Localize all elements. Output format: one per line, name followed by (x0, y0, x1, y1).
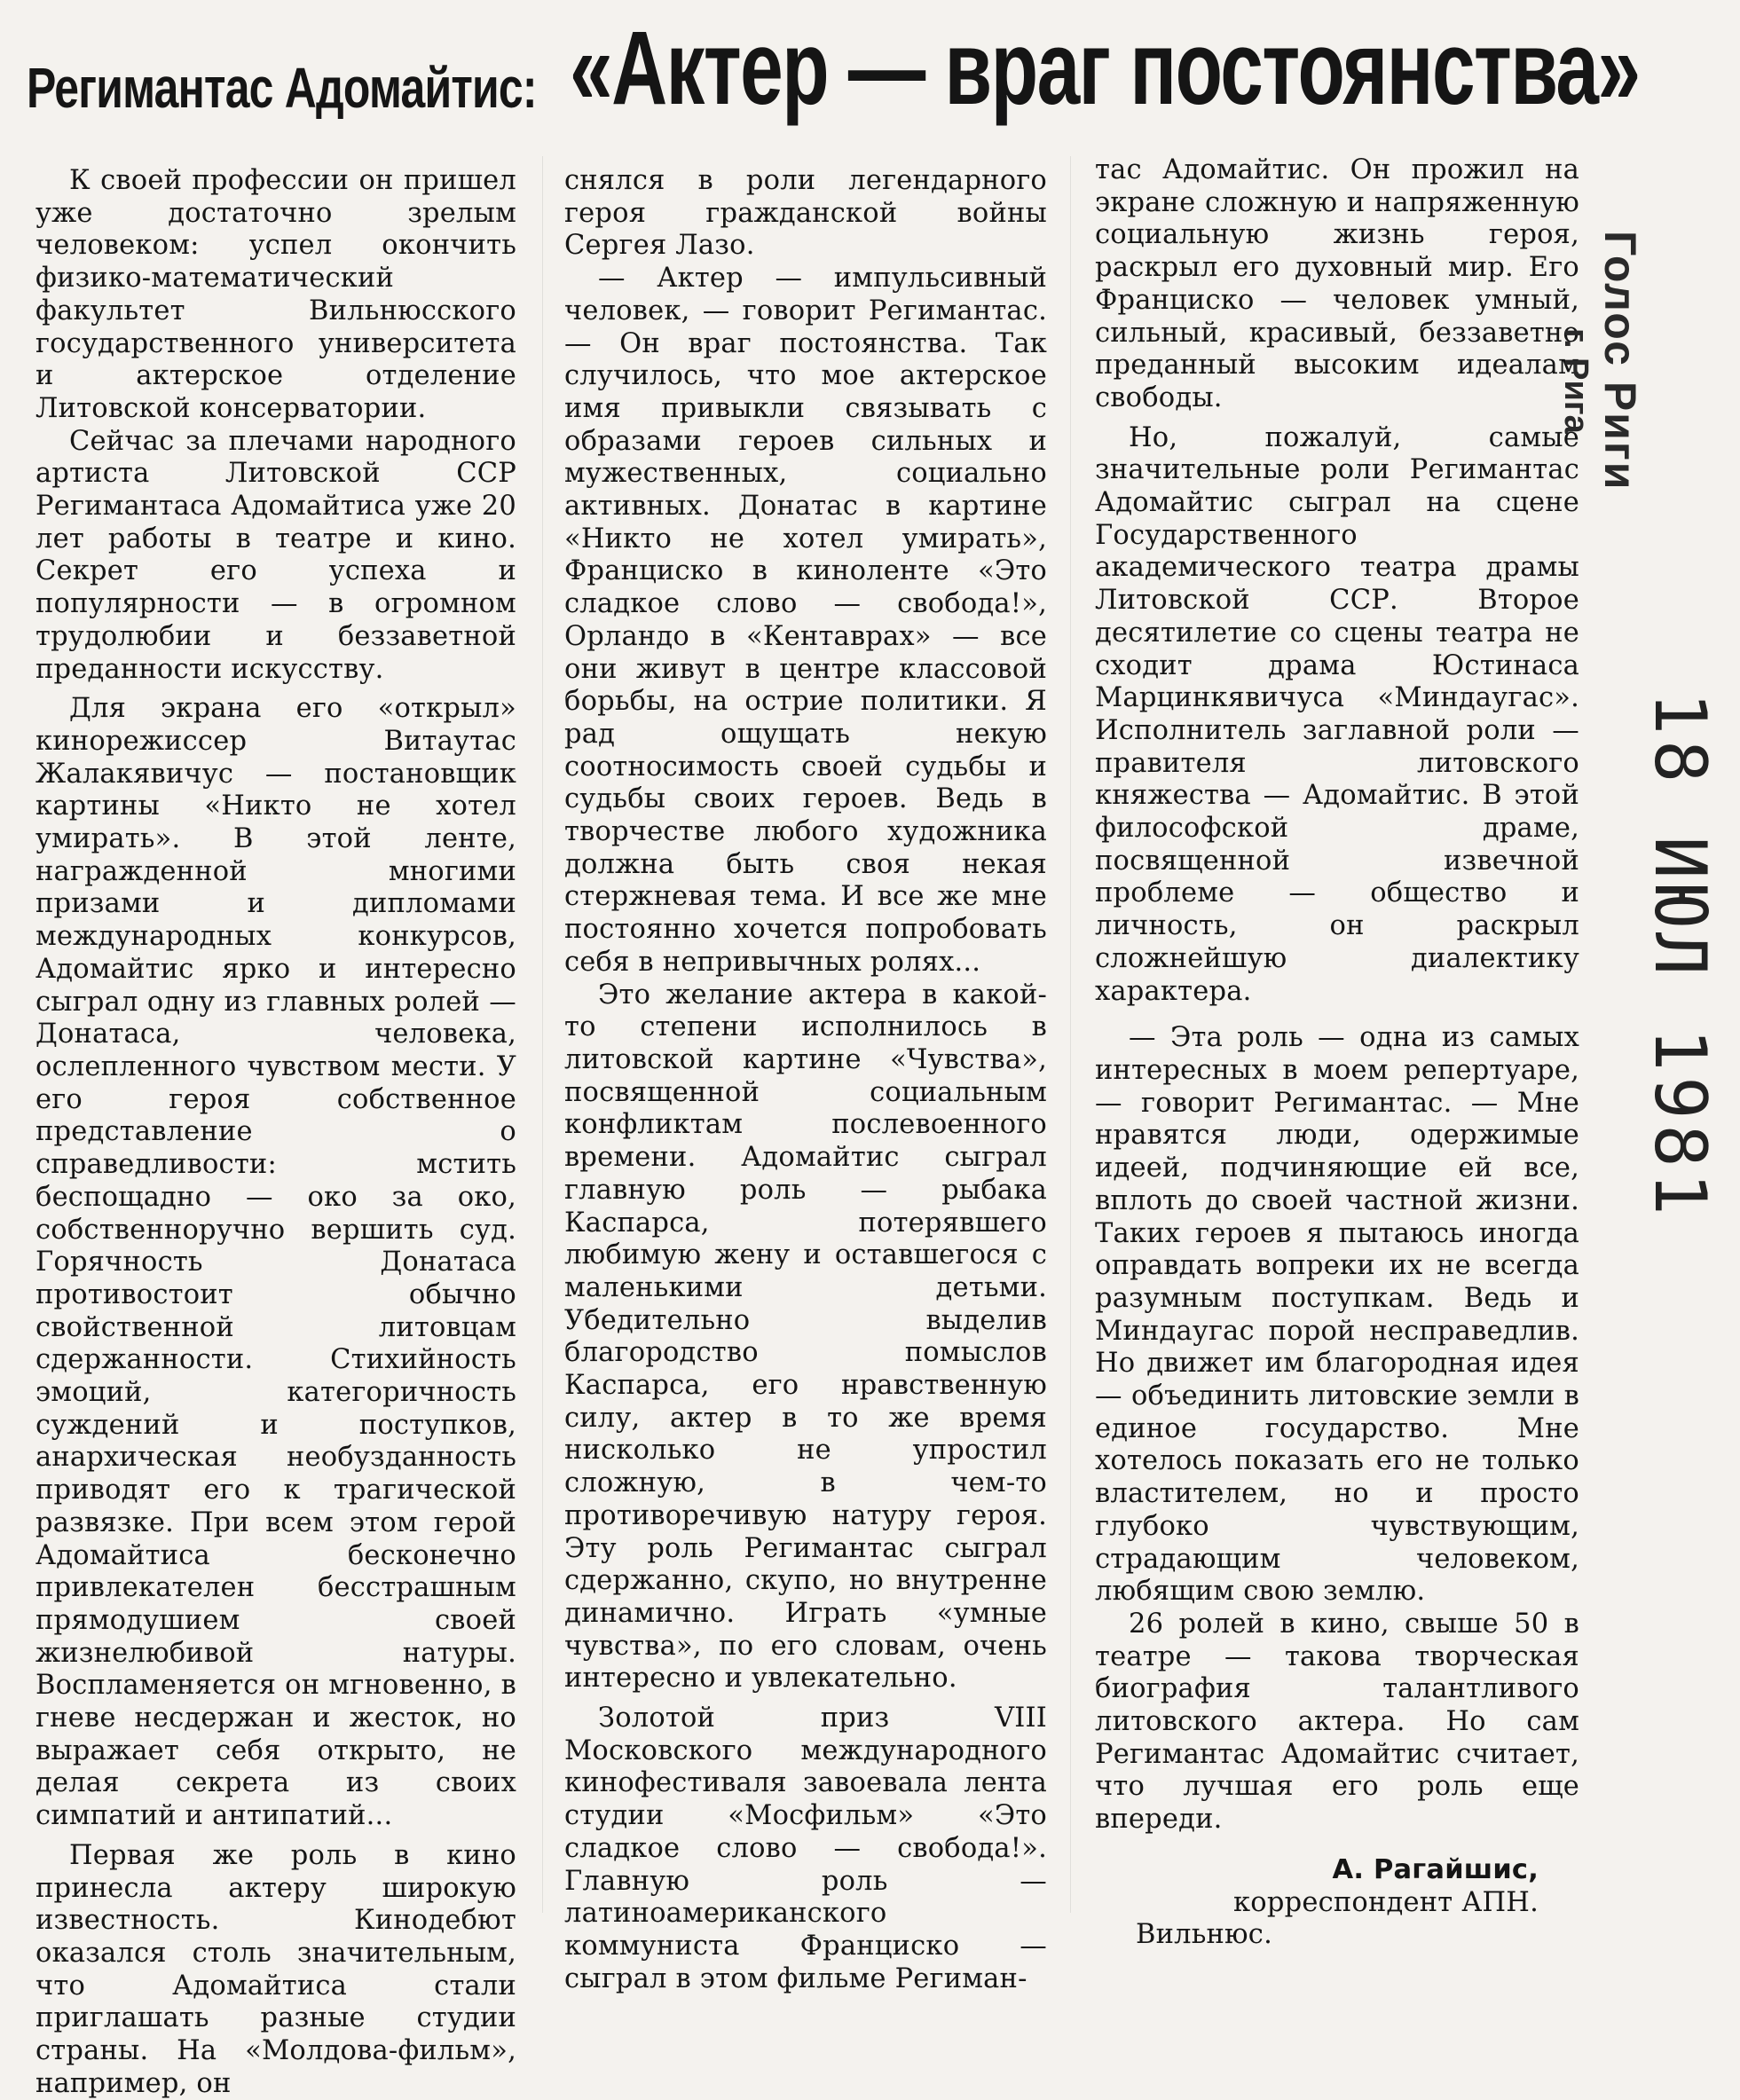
headline-quote: «Актер — враг постоянства» (569, 10, 1640, 127)
byline-author: А. Рагайшис, (1332, 1853, 1539, 1885)
paragraph: тас Адомайтис. Он прожил на экране сложную и напряженную социальную жизнь героя, раскрыл его духовный мир. Его Франциско — человек умный, сильный, красивый, беззаветно преданный высоким идеалам свободы. (1095, 154, 1579, 413)
byline (1095, 1854, 1579, 1887)
headline-name: Регимантас Адомайтис: (27, 56, 537, 120)
paragraph: Сейчас за плечами народного артиста Литовской ССР Регимантаса Адомайтиса уже 20 лет работы в театре и кино. Секрет его успеха и популярности — в огромном трудолюбии и беззаветной преданности искусству. (35, 425, 516, 685)
stamp-paper-name: Голос Риги (1595, 231, 1645, 492)
date-stamp: 18 ИЮЛ 1981 (1639, 692, 1721, 1221)
article-column-1 (35, 165, 516, 2100)
paragraph: Золотой приз VIII Московского международного кинофестиваля завоевала лента студии «Мосфильм» «Это сладкое слово — свобода!». Главную роль — латиноамериканского коммуниста Франциско — сыграл в этом фильме Региман- (564, 1703, 1047, 1994)
article-headline (27, 10, 1659, 140)
stamp-city: г. Рига (1557, 328, 1594, 434)
article-column-2 (564, 165, 1047, 1995)
paragraph: К своей профессии он пришел уже достаточно зрелым человеком: успел окончить физико-математический факультет Вильнюсского государственного университета и актерское отделение Литовской консерватории. (35, 165, 516, 424)
paragraph: снялся в роли легендарного героя гражданской войны Сергея Лазо. (564, 165, 1047, 262)
paragraph: — Эта роль — одна из самых интересных в моем репертуаре, — говорит Регимантас. — Мне нравятся люди, одержимые идеей, подчиняющие ей все, вплоть до своей частной жизни. Таких героев я пытаюсь иногда оправдать вопреки их не всегда разумным поступкам. Ведь и Миндаугас порой несправедлив. Но движет им благородная идея — объединить литовские земли в единое государство. Мне хотелось показать его не только властителем, но и просто глубоко чувствующим, страдающим человеком, любящим свою землю. (1095, 1022, 1579, 1608)
paragraph: Это желание актера в какой-то степени исполнилось в литовской картине «Чувства», посвященной социальным конфликтам послевоенного времени. Адомайтис сыграл главную роль — рыбака Каспарса, потерявшего любимую жену и оставшегося с маленькими детьми. Убедительно выделив благородство помыслов Каспарса, его нравственную силу, актер в то же время нисколько не упростил сложную, в чем-то противоречивую натуру героя. Эту роль Регимантас сыграл сдержанно, скупо, но внутренне динамично. Играть «умные чувства», по его словам, очень интересно и увлекательно. (564, 979, 1047, 1695)
paragraph: Но, пожалуй, самые значительные роли Регимантас Адомайтис сыграл на сцене Государственного академического театра драмы Литовской ССР. Второе десятилетие со сцены театра не сходит драма Юстинаса Марцинкявичуса «Миндаугас». Исполнитель заглавной роли — правителя литовского княжества — Адомайтис. В этой философской драме, посвященной извечной проблеме — общество и личность, он раскрыл сложнейшую диалектику характера. (1095, 421, 1579, 1007)
paragraph: Первая же роль в кино принесла актеру широкую известность. Кинодебют оказался столь значительным, что Адомайтиса стали приглашать разные студии страны. На «Молдова-фильм», например, он (35, 1839, 516, 2099)
newspaper-stamp (1556, 231, 1646, 492)
column-divider (542, 156, 543, 1913)
column-divider (1070, 156, 1071, 1913)
article-column-3 (1095, 154, 1579, 1952)
paragraph: 26 ролей в кино, свыше 50 в театре — такова творческая биография талантливого литовского актера. Но сам Регимантас Адомайтис считает, что лучшая его роль еще впереди. (1095, 1608, 1579, 1836)
byline-city: Вильнюс. (1136, 1919, 1272, 1951)
paragraph: — Актер — импульсивный человек, — говорит Регимантас. — Он враг постоянства. Так случилось, что мое актерское имя привыкли связывать с образами героев сильных и мужественных, социально активных. Донатас в картине «Никто не хотел умирать», Франциско в киноленте «Это сладкое слово — свобода!», Орландо в «Кентаврах» — все они живут в центре классовой борьбы, на острие политики. Я рад ощущать некую соотносимость своей судьбы и судьбы своих героев. Ведь в творчестве любого художника должна быть своя некая стержневая тема. И все же мне постоянно хочется попробовать себя в непривычных ролях... (564, 263, 1047, 978)
byline-role: корреспондент АПН. (1233, 1886, 1539, 1918)
paragraph: Для экрана его «открыл» кинорежиссер Витаутас Жалакявичус — постановщик картины «Никто не хотел умирать». В этой ленте, награжденной многими призами и дипломами международных конкурсов, Адомайтис ярко и интересно сыграл одну из главных ролей — Донатаса, человека, ослепленного чувством мести. У его героя собственное представление о справедливости: мстить беспощадно — око за око, собственноручно вершить суд. Горячность Донатаса противостоит обычно свойственной литовцам сдержанности. Стихийность эмоций, категоричность суждений и поступков, анархическая необузданность приводят его к трагической развязке. При всем этом герой Адомайтиса бесконечно привлекателен бесстрашным прямодушием своей жизнелюбивой натуры. Воспламеняется он мгновенно, в гневе несдержан и жесток, но выражает себя открыто, не делая секрета из своих симпатий и антипатий... (35, 693, 516, 1832)
